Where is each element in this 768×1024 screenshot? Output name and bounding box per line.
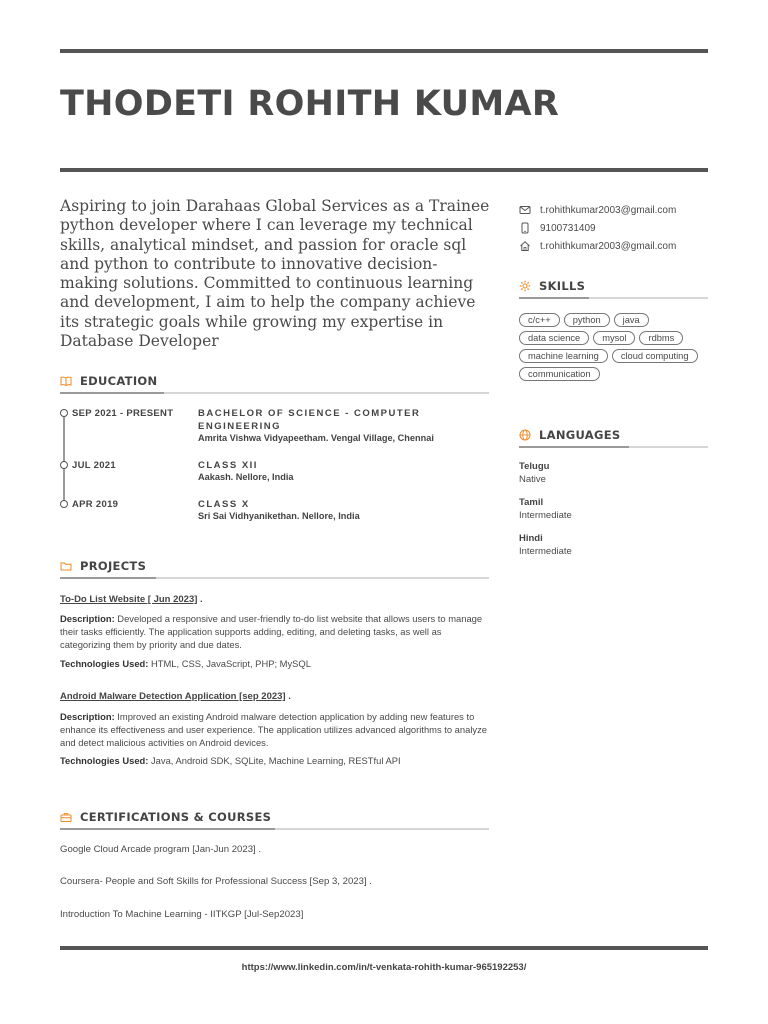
skill-tag: java: [614, 313, 649, 327]
folder-icon: [60, 560, 72, 572]
briefcase-icon: [60, 811, 72, 823]
summary-paragraph: Aspiring to join Darahaas Global Services as a Trainee python developer where I can leverage my technical skills, analytical mindset, and passion for oracle sql and python to contribute to innovative decision-making solutions. Committed to continuous learning and development, I aim to help the company achieve its strategic goals while growing my expertise in Database Developer: [60, 197, 490, 351]
description-label: Description:: [60, 613, 115, 624]
education-timeline: [63, 413, 65, 505]
technologies-label: Technologies Used:: [60, 658, 149, 669]
project-description: [60, 612, 490, 651]
education-title: EDUCATION: [80, 374, 158, 388]
certification-item: Coursera- People and Soft Skills for Professional Success [Sep 3, 2023] .: [60, 876, 372, 887]
projects-divider: [60, 577, 489, 579]
project-title-suffix: .: [197, 594, 203, 605]
certifications-title: CERTIFICATIONS & COURSES: [80, 810, 272, 824]
linkedin-link[interactable]: https://www.linkedin.com/in/t-venkata-rohith-kumar-965192253/: [241, 962, 527, 973]
education-degree: BACHELOR OF SCIENCE - COMPUTER ENGINEERING: [198, 408, 421, 432]
education-divider: [60, 392, 489, 394]
skill-tag: cloud computing: [612, 349, 698, 363]
language-name: Telugu: [519, 461, 550, 472]
gear-icon: [519, 280, 531, 292]
skill-tag: c/c++: [519, 313, 560, 327]
education-school: Sri Sai Vidhyanikethan. Nellore, India: [198, 511, 360, 521]
project-technologies: [60, 755, 401, 766]
contact-phone-text: 9100731409: [540, 222, 596, 234]
globe-icon: [519, 429, 531, 441]
languages-heading: [519, 426, 620, 444]
skill-tag: mysol: [593, 331, 635, 345]
description-text: Improved an existing Android malware detection application by adding new features to enhance its effectiveness and user experience. The application utilizes advanced algorithms to analyze and detect malicious activities on Android devices.: [60, 711, 487, 748]
timeline-dot: [60, 461, 68, 469]
education-heading: [60, 372, 157, 390]
contact-email[interactable]: [519, 201, 676, 219]
contact-phone[interactable]: [519, 219, 676, 237]
header-divider: [60, 168, 708, 172]
skill-tag: machine learning: [519, 349, 608, 363]
certification-item: Google Cloud Arcade program [Jan-Jun 2023] .: [60, 844, 262, 855]
phone-icon: [519, 222, 531, 234]
skills-list: [519, 313, 709, 381]
education-date: JUL 2021: [72, 460, 116, 471]
contact-block: [519, 201, 676, 255]
timeline-dot: [60, 409, 68, 417]
footer-divider: [60, 946, 708, 950]
home-icon: [519, 240, 531, 252]
skill-tag: rdbms: [639, 331, 683, 345]
languages-divider: [519, 446, 708, 448]
language-level: Intermediate: [519, 510, 572, 521]
certifications-heading: [60, 808, 271, 826]
skills-divider: [519, 297, 708, 299]
top-divider: [60, 49, 708, 53]
language-level: Intermediate: [519, 546, 572, 557]
languages-title: LANGUAGES: [539, 428, 621, 442]
projects-title: PROJECTS: [80, 559, 147, 573]
education-date: APR 2019: [72, 499, 119, 510]
resume-name: THODETI ROHITH KUMAR: [60, 84, 560, 124]
education-date: SEP 2021 - PRESENT: [72, 408, 174, 419]
description-text: Developed a responsive and user-friendly to-do list website that allows users to manage their tasks efficiently. The application supports adding, editing, and deleting tasks, as well as categorizing them by priority and due dates.: [60, 613, 483, 650]
book-icon: [60, 375, 72, 387]
projects-heading: [60, 557, 146, 575]
contact-email-text: t.rohithkumar2003@gmail.com: [540, 204, 677, 216]
technologies-text: HTML, CSS, JavaScript, PHP; MySQL: [148, 658, 311, 669]
skill-tag: communication: [519, 367, 600, 381]
certification-item: Introduction To Machine Learning - IITKGP [Jul-Sep2023]: [60, 909, 304, 920]
technologies-label: Technologies Used:: [60, 755, 149, 766]
contact-home[interactable]: [519, 237, 676, 255]
project-title-link[interactable]: To-Do List Website [ Jun 2023]: [60, 594, 198, 605]
contact-home-text: t.rohithkumar2003@gmail.com: [540, 240, 677, 252]
mail-icon: [519, 204, 531, 216]
project-title-link[interactable]: Android Malware Detection Application [sep 2023]: [60, 691, 286, 702]
project-description: [60, 710, 490, 749]
description-label: Description:: [60, 711, 115, 722]
education-school: Amrita Vishwa Vidyapeetham. Vengal Village, Chennai: [198, 433, 434, 443]
project-technologies: [60, 658, 311, 669]
project-title[interactable]: [60, 691, 291, 702]
certifications-divider: [60, 828, 489, 830]
project-title-suffix: .: [285, 691, 291, 702]
skills-heading: [519, 277, 585, 295]
skills-title: SKILLS: [539, 279, 586, 293]
language-name: Hindi: [519, 533, 543, 544]
skill-tag: data science: [519, 331, 589, 345]
technologies-text: Java, Android SDK, SQLite, Machine Learning, RESTful API: [148, 755, 401, 766]
skill-tag: python: [564, 313, 610, 327]
education-degree: CLASS XII: [198, 460, 258, 471]
language-name: Tamil: [519, 497, 544, 508]
education-degree: CLASS X: [198, 499, 250, 510]
education-school: Aakash. Nellore, India: [198, 472, 294, 482]
project-title[interactable]: [60, 594, 203, 605]
language-level: Native: [519, 474, 546, 485]
timeline-dot: [60, 500, 68, 508]
